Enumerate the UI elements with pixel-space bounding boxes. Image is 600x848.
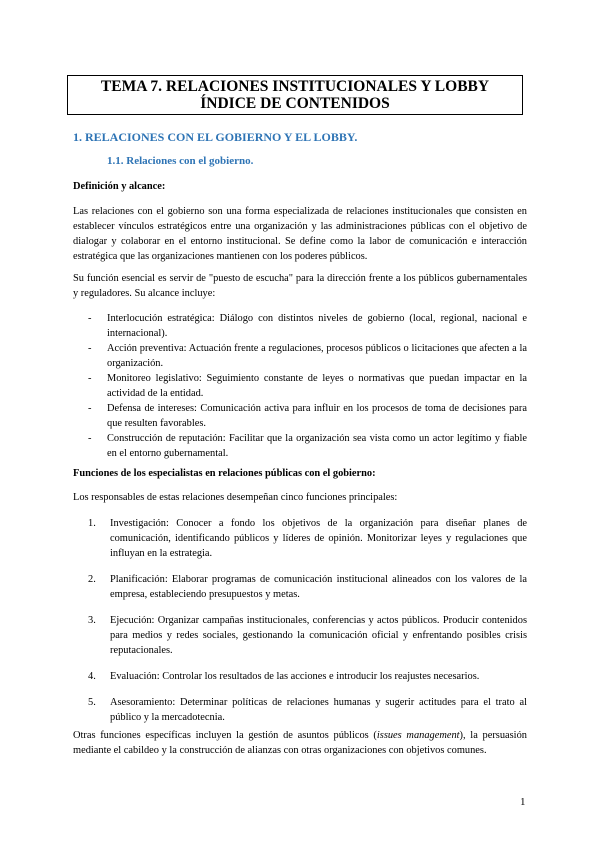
list-number: 4. bbox=[88, 671, 96, 682]
list-number: 3. bbox=[88, 615, 96, 626]
list-item bbox=[73, 669, 527, 684]
functions-heading: Funciones de los especialistas en relaciones públicas con el gobierno: bbox=[73, 468, 376, 479]
list-item bbox=[73, 572, 527, 602]
scope-list bbox=[73, 311, 527, 461]
list-item-text: Planificación: Elaborar programas de comunicación institucional alineados con los valores de la empresa, estableciendo presupuestos y metas. bbox=[110, 574, 527, 600]
paragraph-functions-intro: Los responsables de estas relaciones desempeñan cinco funciones principales: bbox=[73, 492, 398, 503]
paragraph-definition: Las relaciones con el gobierno son una forma especializada de relaciones institucionales que consisten en establecer vínculos estratégicos entre una organización y las administraciones públicas con el objetivo de dialogar y colaborar en el entorno institucional. Se define como la labor de comunicación e interacción estratégica que las organizaciones mantienen con los poderes públicos. bbox=[73, 206, 527, 262]
functions-list bbox=[73, 516, 527, 736]
list-item-text: Construcción de reputación: Facilitar que la organización sea vista como un actor legítimo y fiable en el entorno gubernamental. bbox=[107, 433, 527, 459]
page-number: 1 bbox=[520, 796, 526, 808]
definition-heading: Definición y alcance: bbox=[73, 181, 166, 192]
subsection-heading: 1.1. Relaciones con el gobierno. bbox=[107, 155, 254, 167]
list-item bbox=[73, 516, 527, 561]
list-item: - Interlocución estratégica: Diálogo con distintos niveles de gobierno (local, regional, nacional e internacional). bbox=[88, 313, 527, 339]
list-item-text: Acción preventiva: Actuación frente a regulaciones, procesos públicos o licitaciones que afecten a la organización. bbox=[107, 343, 527, 369]
list-item: - Monitoreo legislativo: Seguimiento constante de leyes o normativas que puedan impactar en la actividad de la entidad. bbox=[88, 373, 527, 399]
list-item-text: Investigación: Conocer a fondo los objetivos de la organización para diseñar planes de comunicación, identificando públicos y líderes de opinión. Monitorizar leyes y regulaciones que influyan en la estrategia. bbox=[110, 518, 527, 559]
list-item-text: Monitoreo legislativo: Seguimiento constante de leyes o normativas que puedan impactar en la actividad de la entidad. bbox=[107, 373, 527, 399]
list-item-text: Asesoramiento: Determinar políticas de relaciones humanas y sugerir actitudes para el trato al público y la mercadotecnia. bbox=[110, 697, 527, 723]
section-heading: 1. RELACIONES CON EL GOBIERNO Y EL LOBBY. bbox=[73, 130, 358, 144]
list-item: - Defensa de intereses: Comunicación activa para influir en los procesos de toma de decisiones para que resulten favorables. bbox=[88, 403, 527, 429]
list-item: - Acción preventiva: Actuación frente a regulaciones, procesos públicos o licitaciones que afecten a la organización. bbox=[88, 343, 527, 369]
paragraph-text: Otras funciones específicas incluyen la gestión de asuntos públicos ( bbox=[73, 730, 377, 741]
paragraph-other-functions bbox=[73, 728, 527, 758]
paragraph-function: Su función esencial es servir de "puesto de escucha" para la dirección frente a los públicos gubernamentales y reguladores. Su alcance incluye: bbox=[73, 273, 527, 299]
list-number: 1. bbox=[88, 518, 96, 529]
list-item-text: Ejecución: Organizar campañas institucionales, conferencias y actos públicos. Producir contenidos para medios y redes sociales, gestionando la comunicación oficial y enfrentando posibles crisis reputacionales. bbox=[110, 615, 527, 656]
list-number: 2. bbox=[88, 574, 96, 585]
list-item bbox=[73, 613, 527, 658]
document-title: TEMA 7. RELACIONES INSTITUCIONALES Y LOBBY ÍNDICE DE CONTENIDOS bbox=[67, 75, 523, 115]
list-item-text: Evaluación: Controlar los resultados de las acciones e introducir los reajustes necesarios. bbox=[110, 671, 480, 682]
list-item: - Construcción de reputación: Facilitar que la organización sea vista como un actor legítimo y fiable en el entorno gubernamental. bbox=[88, 433, 527, 459]
paragraph-text: ), la persuasión mediante el cabildeo y la construcción de alianzas con otras organizaciones con objetivos comunes. bbox=[73, 730, 527, 756]
list-item-text: Interlocución estratégica: Diálogo con distintos niveles de gobierno (local, regional, nacional e internacional). bbox=[107, 313, 527, 339]
list-number: 5. bbox=[88, 697, 96, 708]
list-item bbox=[73, 695, 527, 725]
list-item-text: Defensa de intereses: Comunicación activa para influir en los procesos de toma de decisiones para que resulten favorables. bbox=[107, 403, 527, 429]
paragraph-italic-term: issues management bbox=[376, 730, 460, 741]
